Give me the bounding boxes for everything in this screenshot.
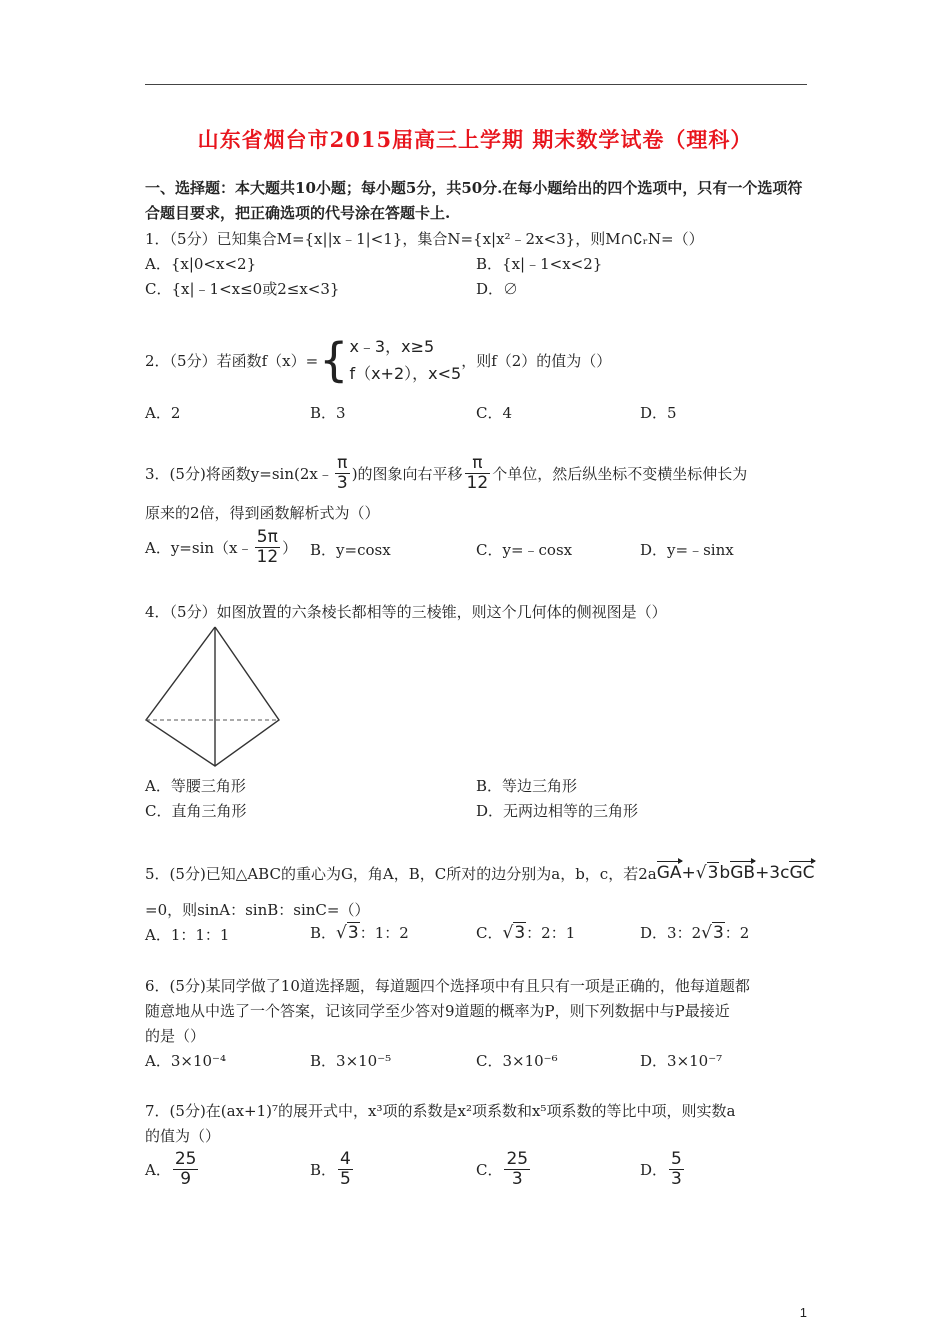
q3-stem-line2: 原来的2倍，得到函数解析式为（） bbox=[145, 504, 380, 522]
q3-option-c[interactable]: C．y=﹣cosx bbox=[476, 541, 573, 559]
q5-stem-line2: =0，则sinA：sinB：sinC=（） bbox=[145, 901, 370, 919]
q5-b-post: ：1：2 bbox=[359, 924, 409, 942]
q5-plus-1: + bbox=[681, 863, 696, 883]
q7-d-fraction bbox=[669, 1150, 684, 1189]
q2-piecewise bbox=[349, 333, 461, 387]
q5-c-post: ：2：1 bbox=[526, 924, 576, 942]
q7-d-den: 3 bbox=[671, 1169, 682, 1189]
q5-vector-ga: GA bbox=[656, 863, 682, 883]
q6-option-b[interactable]: B．3×10⁻⁵ bbox=[310, 1052, 392, 1070]
q7-a-fraction bbox=[173, 1150, 199, 1189]
page-title: 山东省烟台市2015届高三上学期 期末数学试卷（理科） bbox=[197, 127, 753, 152]
q6-option-d[interactable]: D．3×10⁻⁷ bbox=[640, 1052, 723, 1070]
q7-option-d[interactable] bbox=[640, 1150, 686, 1189]
q2-case-1: x﹣3，x≥5 bbox=[349, 337, 435, 356]
q7-d-pre: D． bbox=[640, 1161, 668, 1179]
q5-option-a[interactable]: A．1：1：1 bbox=[145, 926, 230, 944]
q7-b-den: 5 bbox=[340, 1169, 351, 1189]
q7-c-fraction bbox=[504, 1150, 530, 1189]
q2-option-a[interactable]: A．2 bbox=[145, 404, 181, 422]
q5-vector-gb: GB bbox=[730, 863, 756, 883]
q2-option-c[interactable]: C．4 bbox=[476, 404, 513, 422]
q7-b-pre: B． bbox=[310, 1161, 337, 1179]
q5-stem bbox=[145, 858, 815, 888]
q2-option-b[interactable]: B．3 bbox=[310, 404, 346, 422]
q5-b: b bbox=[719, 863, 731, 883]
q4-option-a[interactable]: A．等腰三角形 bbox=[145, 777, 246, 795]
q3-f2-num: π bbox=[465, 454, 491, 474]
q5-option-b[interactable] bbox=[310, 922, 409, 943]
q7-b-num: 4 bbox=[340, 1149, 351, 1169]
q7-line-1: 7．(5分)在(ax+1)⁷的展开式中，x³项的系数是x²项系数和x⁵项系数的等比中项，则实数a bbox=[145, 1102, 736, 1120]
q7-c-pre: C． bbox=[476, 1161, 503, 1179]
q4-option-c[interactable]: C．直角三角形 bbox=[145, 802, 247, 820]
q7-option-c[interactable] bbox=[476, 1150, 532, 1189]
q7-a-den: 9 bbox=[180, 1169, 192, 1189]
q7-c-den: 3 bbox=[511, 1169, 523, 1189]
q1-stem: 1．（5分）已知集合M={x||x﹣1|<1}，集合N={x|x²﹣2x<3}，则M∩∁ᵣN=（） bbox=[145, 230, 704, 248]
q2-option-d[interactable]: D．5 bbox=[640, 404, 677, 422]
section-heading: 一、选择题：本大题共10小题；每小题5分，共50分.在每小题给出的四个选项中，只有一个选项符合题目要求，把正确选项的代号涂在答题卡上. bbox=[145, 179, 803, 222]
q2-stem-post: ，则f（2）的值为（） bbox=[461, 351, 612, 370]
q7-a-pre: A． bbox=[145, 1161, 171, 1179]
q1-option-d[interactable]: D．∅ bbox=[476, 280, 519, 298]
q3-option-b[interactable]: B．y=cosx bbox=[310, 541, 391, 559]
q1-option-a[interactable]: A．{x|0<x<2} bbox=[145, 255, 257, 273]
q2-case-2: f（x+2），x<5 bbox=[349, 364, 462, 383]
q3-option-d[interactable]: D．y=﹣sinx bbox=[640, 541, 734, 559]
q7-line-2: 的值为（） bbox=[145, 1127, 221, 1145]
q2-brace: { bbox=[319, 333, 349, 387]
q7-d-num: 5 bbox=[671, 1149, 682, 1169]
q4-option-d[interactable]: D．无两边相等的三角形 bbox=[476, 802, 639, 820]
q1-option-b[interactable]: B．{x|﹣1<x<2} bbox=[476, 255, 603, 273]
q3-fraction-1 bbox=[335, 454, 350, 493]
q5-b-sqrt-value: 3 bbox=[347, 923, 359, 943]
q3-f1-num: π bbox=[335, 454, 350, 474]
q5-d-sqrt-value: 3 bbox=[712, 923, 724, 943]
q3-a-fraction bbox=[255, 528, 281, 567]
q6-line-1: 6．(5分)某同学做了10道选择题，每道题四个选择项中有且只有一项是正确的，他每道题都 bbox=[145, 977, 750, 995]
q5-option-d[interactable] bbox=[640, 922, 749, 943]
page-number: 1 bbox=[799, 1305, 807, 1320]
q5-vector-gc: GC bbox=[789, 863, 815, 883]
q3-mid: )的图象向右平移 bbox=[351, 464, 463, 483]
q5-pre: 5．(5分)已知△ABC的重心为G，角A，B，C所对的边分别为a，b，c，若2a bbox=[145, 864, 657, 883]
q5-d-pre: D．3：2 bbox=[640, 924, 702, 942]
pyramid-figure bbox=[143, 624, 283, 770]
q5-plus-2: +3c bbox=[755, 863, 790, 883]
q6-line-3: 的是（） bbox=[145, 1027, 206, 1045]
q5-b-sqrt: √3 bbox=[336, 923, 359, 943]
q3-fraction-2 bbox=[465, 454, 491, 493]
q6-line-2: 随意地从中选了一个答案，记该同学至少答对9道题的概率为P，则下列数据中与P最接近 bbox=[145, 1002, 730, 1020]
q3-a-post: ） bbox=[282, 538, 298, 557]
q3-a-num: 5π bbox=[255, 528, 281, 548]
q3-a-den: 12 bbox=[256, 546, 279, 567]
q4-stem: 4．（5分）如图放置的六条棱长都相等的三棱锥，则这个几何体的侧视图是（） bbox=[145, 603, 667, 621]
q3-stem bbox=[145, 452, 747, 494]
q5-c-sqrt-value: 3 bbox=[514, 923, 526, 943]
q5-d-post: ：2 bbox=[724, 924, 750, 942]
q5-c-pre: C． bbox=[476, 924, 503, 942]
q5-c-sqrt: √3 bbox=[502, 923, 526, 943]
q3-f1-den: 3 bbox=[336, 472, 348, 493]
q1-option-c[interactable]: C．{x|﹣1<x≤0或2≤x<3} bbox=[145, 280, 340, 298]
q2-stem-pre: 2．（5分）若函数f（x）= bbox=[145, 351, 319, 370]
q3-f2-den: 12 bbox=[466, 472, 489, 493]
q5-d-sqrt: √3 bbox=[701, 923, 724, 943]
q3-pre: 3．(5分)将函数y=sin(2x﹣ bbox=[145, 464, 333, 483]
q7-a-num: 25 bbox=[174, 1149, 197, 1169]
q3-a-pre: A．y=sin（x﹣ bbox=[145, 538, 253, 557]
q4-option-b[interactable]: B．等边三角形 bbox=[476, 777, 578, 795]
q7-option-a[interactable] bbox=[145, 1150, 200, 1189]
q5-sqrt-3: √3 bbox=[695, 863, 719, 883]
q5-b-pre: B． bbox=[310, 924, 337, 942]
q5-option-c[interactable] bbox=[476, 922, 575, 943]
q2-stem bbox=[145, 330, 611, 390]
q3-post: 个单位，然后纵坐标不变横坐标伸长为 bbox=[492, 464, 748, 483]
q7-c-num: 25 bbox=[506, 1149, 529, 1169]
header-rule bbox=[145, 84, 807, 85]
q6-option-a[interactable]: A．3×10⁻⁴ bbox=[145, 1052, 226, 1070]
q7-b-fraction bbox=[338, 1150, 353, 1189]
q7-option-b[interactable] bbox=[310, 1150, 355, 1189]
q6-option-c[interactable]: C．3×10⁻⁶ bbox=[476, 1052, 558, 1070]
q3-option-a[interactable] bbox=[145, 526, 297, 568]
q5-sqrt-3-value: 3 bbox=[707, 863, 719, 883]
